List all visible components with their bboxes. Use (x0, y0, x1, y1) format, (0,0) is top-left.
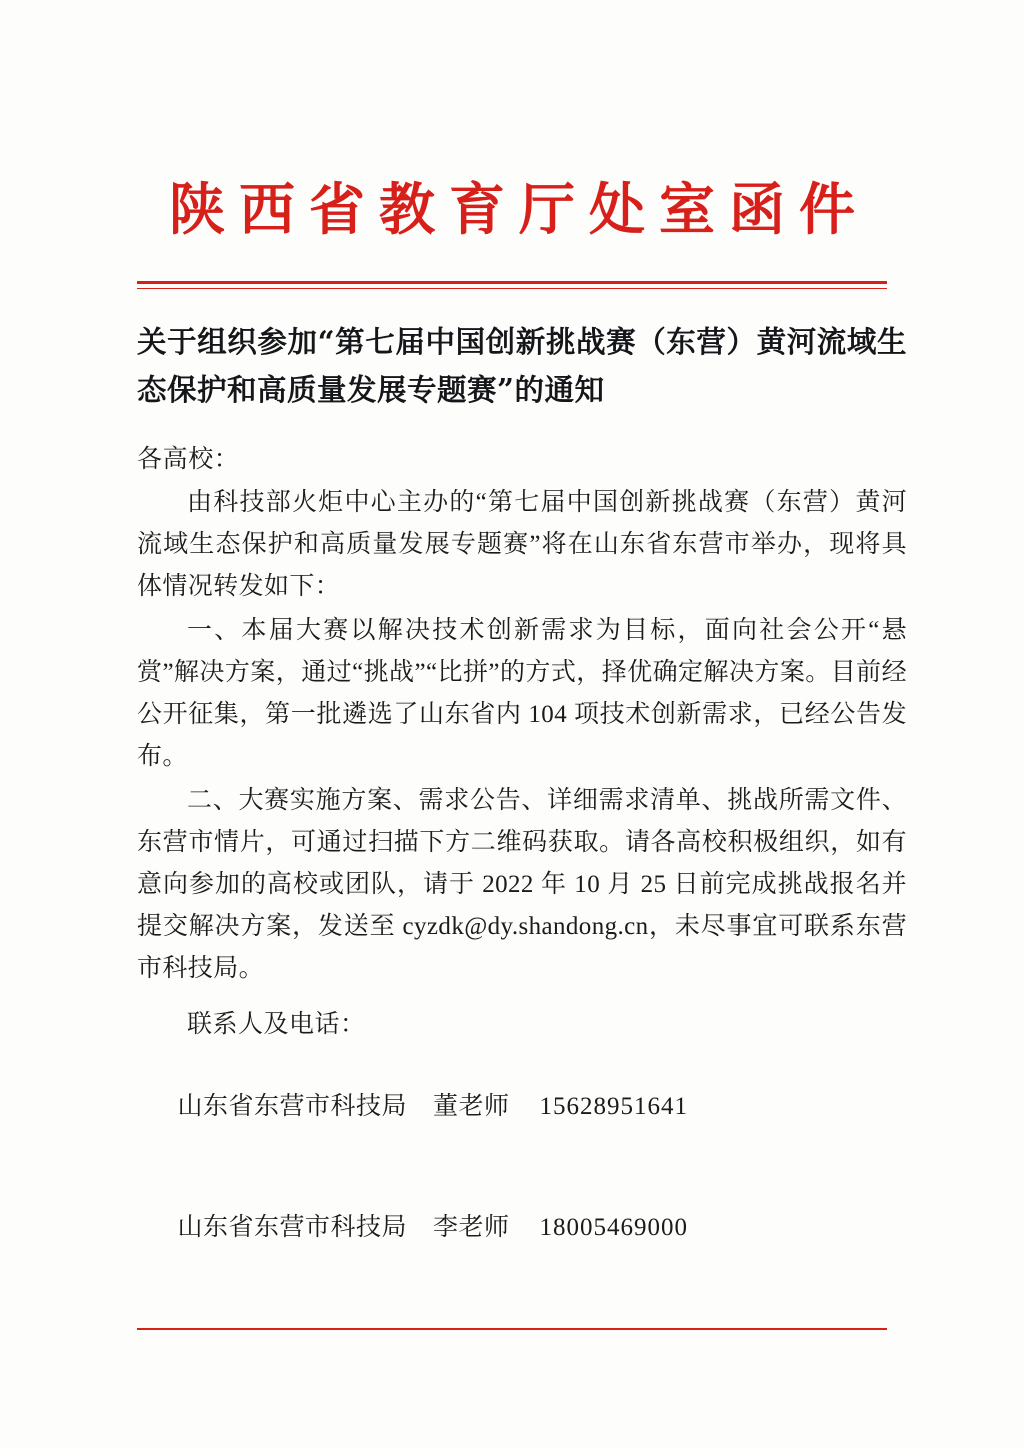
paragraph-item-two: 二、大赛实施方案、需求公告、详细需求清单、挑战所需文件、东营市情片，可通过扫描下方二维码获取。请各高校积极组织，如有意向参加的高校或团队，请于 2022 年 10 月 25 日前完成挑战报名并提交解决方案，发送至 cyzdk@dy.shandong.cn，未尽事宜可联系东营市科技局。 (137, 787, 907, 983)
letterhead (0, 178, 1024, 242)
letterhead-rule-thin (137, 288, 887, 289)
contact-phone: 18005469000 (539, 1214, 689, 1242)
contact-heading: 联系人及电话： (187, 1011, 366, 1039)
salutation: 各高校： (137, 445, 240, 473)
contact-row (137, 1168, 907, 1290)
letterhead-title: 陕西省教育厅处室函件 (169, 177, 869, 243)
document-body (137, 318, 907, 1289)
paragraph-intro: 由科技部火炬中心主办的“第七届中国创新挑战赛（东营）黄河流域生态保护和高质量发展专题赛”将在山东省东营市举办，现将具体情况转发如下： (137, 489, 907, 601)
footer-rule (137, 1328, 887, 1330)
contact-phone: 15628951641 (539, 1092, 689, 1120)
contact-org: 山东省东营市科技局 (177, 1214, 408, 1242)
contact-person: 李老师 (433, 1214, 510, 1242)
document-title: 关于组织参加“第七届中国创新挑战赛（东营）黄河流域生态保护和高质量发展专题赛”的通知 (137, 324, 907, 407)
contact-person: 董老师 (433, 1092, 510, 1120)
contact-row (137, 1046, 907, 1168)
contact-org: 山东省东营市科技局 (177, 1092, 408, 1120)
paragraph-item-one: 一、本届大赛以解决技术创新需求为目标，面向社会公开“悬赏”解决方案，通过“挑战”“比拼”的方式，择优确定解决方案。目前经公开征集，第一批遴选了山东省内 104 项技术创新需求，已经公告发布。 (137, 617, 907, 771)
letterhead-rule-thick (137, 281, 887, 284)
